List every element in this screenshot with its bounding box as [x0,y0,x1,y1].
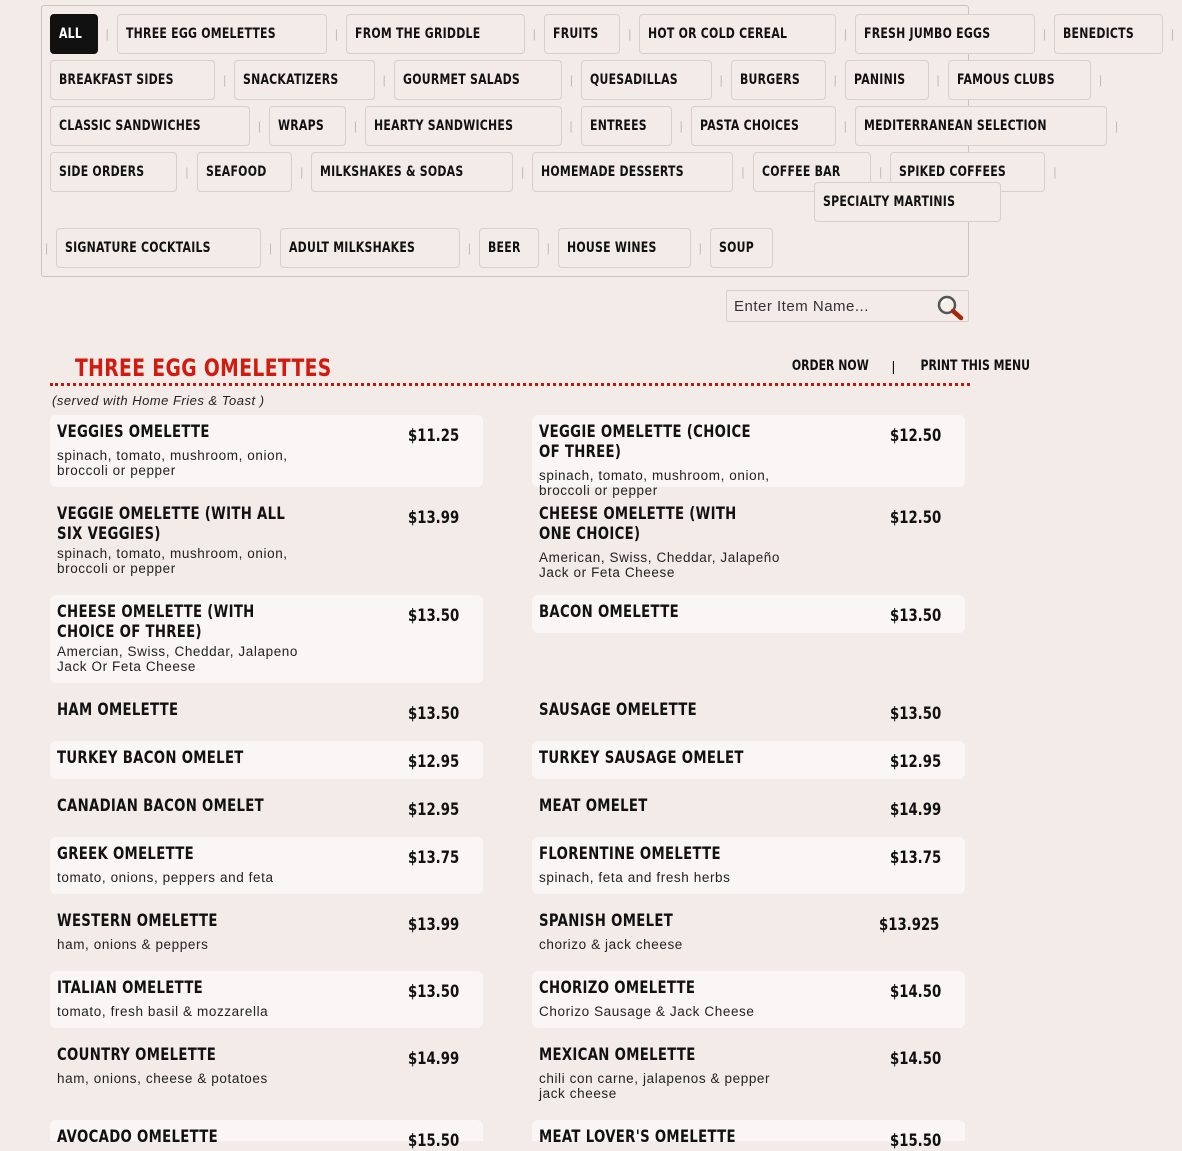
category-from-the-griddle[interactable]: FROM THE GRIDDLE [346,14,525,54]
item-price: $14.99 [890,800,942,820]
item-description: Chorizo Sausage & Jack Cheese [539,1004,755,1019]
category-benedicts[interactable]: BENEDICTS [1054,14,1163,54]
menu-item[interactable] [532,693,965,731]
item-price: $13.50 [408,982,460,1002]
category-seafood[interactable]: SEAFOOD [197,152,293,192]
item-price: $13.925 [878,915,939,935]
menu-item[interactable] [532,971,965,1028]
menu-item[interactable] [50,971,483,1028]
category-row: | SIGNATURE COCKTAILS | ADULT MILKSHAKES | BEER | HOUSE WINES | SOUP [45,227,773,269]
category-fresh-jumbo-eggs[interactable]: FRESH JUMBO EGGS [855,14,1035,54]
item-name: SAUSAGE OMELETTE [539,700,698,720]
search-box [726,290,969,322]
item-name: MEAT OMELET [539,796,648,816]
item-price: $13.50 [890,704,942,724]
item-name: CANADIAN BACON OMELET [57,796,264,816]
item-name: CHEESE OMELETTE (WITH CHOICE OF THREE) [57,602,255,642]
category-classic-sandwiches[interactable]: CLASSIC SANDWICHES [50,106,250,146]
category-famous-clubs[interactable]: FAMOUS CLUBS [948,60,1091,100]
menu-item[interactable] [532,741,965,779]
search-input[interactable] [727,291,929,321]
category-row: CLASSIC SANDWICHES | WRAPS | HEARTY SANDWICHES | ENTREES | PASTA CHOICES | MEDITERRANEAN SELECTION | [50,105,1126,147]
menu-item[interactable] [50,595,483,683]
category-gourmet-salads[interactable]: GOURMET SALADS [394,60,562,100]
item-name: HAM OMELETTE [57,700,179,720]
menu-item[interactable] [50,789,483,827]
item-description: tomato, onions, peppers and feta [57,870,274,885]
menu-item[interactable] [50,1038,483,1110]
item-name: GREEK OMELETTE [57,844,194,864]
item-name: CHEESE OMELETTE (WITH ONE CHOICE) [539,504,737,544]
menu-item[interactable] [50,741,483,779]
item-price: $13.99 [408,915,460,935]
link-divider: | [891,357,896,374]
category-soup[interactable]: SOUP [710,228,773,268]
category-quesadillas[interactable]: QUESADILLAS [581,60,712,100]
item-price: $14.50 [890,1049,942,1069]
category-entrees[interactable]: ENTREES [581,106,672,146]
menu-item[interactable] [532,415,965,498]
item-name: AVOCADO OMELETTE [57,1127,219,1147]
header-links [781,357,1046,374]
print-menu-link[interactable]: PRINT THIS MENU [920,358,1031,374]
item-price: $15.50 [890,1131,942,1151]
item-description: spinach, feta and fresh herbs [539,870,731,885]
category-row [814,181,1001,223]
item-name: BACON OMELETTE [539,602,679,622]
category-beer[interactable]: BEER [479,228,539,268]
item-name: ITALIAN OMELETTE [57,978,204,998]
item-price: $13.99 [408,508,460,528]
item-description: tomato, fresh basil & mozzarella [57,1004,269,1019]
item-price: $13.75 [408,848,460,868]
item-description: American, Swiss, Cheddar, Jalapeño Jack or Feta Cheese [539,550,781,580]
category-house-wines[interactable]: HOUSE WINES [558,228,691,268]
menu-item[interactable] [532,497,965,587]
menu-item[interactable] [532,1038,965,1110]
item-price: $13.50 [890,606,942,626]
item-name: VEGGIE OMELETTE (CHOICE OF THREE) [539,422,751,462]
category-hot-or-cold-cereal[interactable]: HOT OR COLD CEREAL [639,14,836,54]
menu-item[interactable] [532,904,965,961]
category-three-egg-omelettes[interactable]: THREE EGG OMELETTES [117,14,327,54]
category-all[interactable]: ALL [50,14,98,54]
category-breakfast-sides[interactable]: BREAKFAST SIDES [50,60,215,100]
item-price: $11.25 [408,426,460,446]
order-now-link[interactable]: ORDER NOW [791,358,869,374]
category-fruits[interactable]: FRUITS [544,14,620,54]
item-description: chili con carne, jalapenos & pepper jack cheese [539,1071,771,1101]
category-row: BREAKFAST SIDES | SNACKATIZERS | GOURMET SALADS | QUESADILLAS | BURGERS | PANINIS | FAMOUS CLUBS | [50,59,1110,101]
item-name: MEXICAN OMELETTE [539,1045,696,1065]
category-row: SIDE ORDERS | SEAFOOD | MILKSHAKES & SODAS | HOMEMADE DESSERTS | COFFEE BAR | SPIKED COFFEES | [50,151,1065,193]
item-price: $13.50 [408,704,460,724]
item-price: $14.99 [408,1049,460,1069]
item-price: $15.50 [408,1131,460,1151]
menu-item[interactable] [50,904,483,961]
category-row: ALL | THREE EGG OMELETTES | FROM THE GRIDDLE | FRUITS | HOT OR COLD CEREAL | FRESH JUMBO EGGS | BENEDICTS | [50,13,1182,55]
category-nav [41,5,1175,277]
item-name: TURKEY SAUSAGE OMELET [539,748,744,768]
item-name: WESTERN OMELETTE [57,911,218,931]
item-price: $12.95 [890,752,942,772]
item-description: Amercian, Swiss, Cheddar, Jalapeno Jack Or Feta Cheese [57,644,299,674]
category-snackatizers[interactable]: SNACKATIZERS [234,60,374,100]
item-description: spinach, tomato, mushroom, onion, broccoli or pepper [57,546,288,576]
category-milkshakes-sodas[interactable]: MILKSHAKES & SODAS [311,152,513,192]
item-price: $14.50 [890,982,942,1002]
item-price: $13.50 [408,606,460,626]
item-description: ham, onions, cheese & potatoes [57,1071,268,1086]
menu-item[interactable] [532,595,965,633]
category-wraps[interactable]: WRAPS [269,106,346,146]
category-hearty-sandwiches[interactable]: HEARTY SANDWICHES [365,106,561,146]
item-name: FLORENTINE OMELETTE [539,844,721,864]
item-name: SPANISH OMELET [539,911,674,931]
item-name: CHORIZO OMELETTE [539,978,696,998]
menu-item[interactable] [50,497,483,587]
item-name: MEAT LOVER'S OMELETTE [539,1127,736,1147]
item-name: VEGGIES OMELETTE [57,422,210,442]
menu-item[interactable] [532,789,965,827]
section-title: THREE EGG OMELETTES [75,354,332,382]
category-paninis[interactable]: PANINIS [845,60,929,100]
category-mediterranean-selection[interactable]: MEDITERRANEAN SELECTION [855,106,1107,146]
item-price: $12.50 [890,426,942,446]
item-price: $13.75 [890,848,942,868]
search-icon[interactable] [936,294,964,320]
section-divider [50,383,970,386]
item-description: ham, onions & peppers [57,937,209,952]
item-price: $12.95 [408,800,460,820]
section-note: (served with Home Fries & Toast ) [52,393,265,408]
category-spiked-coffees[interactable]: SPIKED COFFEES [890,152,1045,192]
item-description: spinach, tomato, mushroom, onion, broccoli or pepper [57,448,288,478]
category-side-orders[interactable]: SIDE ORDERS [50,152,177,192]
menu-item[interactable] [50,1120,483,1151]
menu-item[interactable] [532,1120,965,1151]
item-price: $12.95 [408,752,460,772]
category-burgers[interactable]: BURGERS [731,60,826,100]
category-homemade-desserts[interactable]: HOMEMADE DESSERTS [532,152,733,192]
item-description: chorizo & jack cheese [539,937,683,952]
category-pasta-choices[interactable]: PASTA CHOICES [691,106,836,146]
category-signature-cocktails[interactable]: SIGNATURE COCKTAILS [56,228,261,268]
item-description: spinach, tomato, mushroom, onion, broccoli or pepper [539,468,770,498]
category-adult-milkshakes[interactable]: ADULT MILKSHAKES [280,228,460,268]
menu-item[interactable] [50,693,483,731]
menu-item[interactable] [532,837,965,894]
category-specialty-martinis[interactable]: SPECIALTY MARTINIS [814,182,1001,222]
menu-item[interactable] [50,415,483,487]
menu-item[interactable] [50,837,483,894]
item-name: COUNTRY OMELETTE [57,1045,217,1065]
category-coffee-bar[interactable]: COFFEE BAR [753,152,872,192]
item-name: TURKEY BACON OMELET [57,748,244,768]
item-name: VEGGIE OMELETTE (WITH ALL SIX VEGGIES) [57,504,286,544]
item-price: $12.50 [890,508,942,528]
